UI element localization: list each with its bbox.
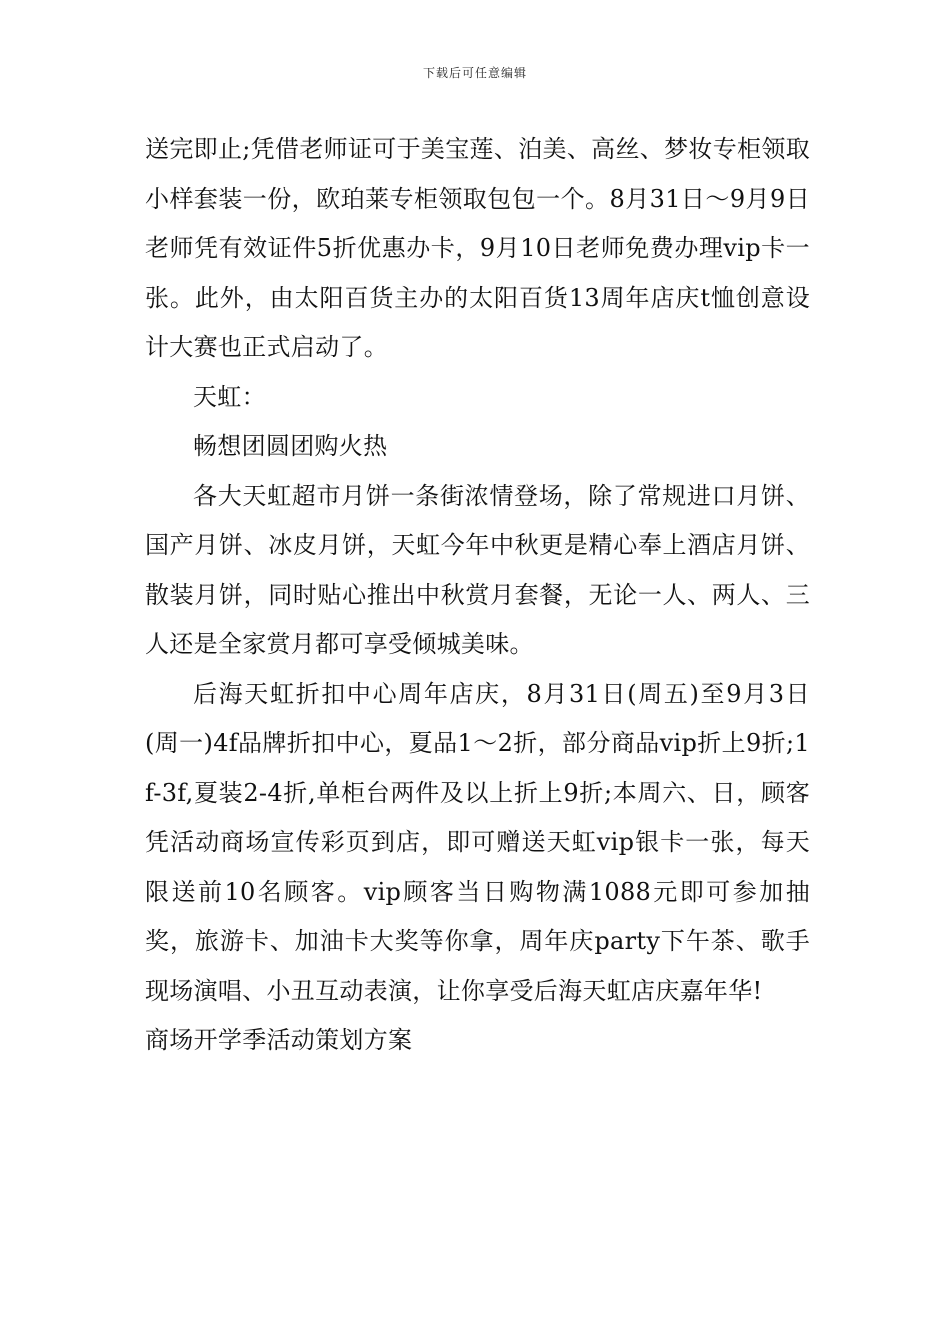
document-title-next: 商场开学季活动策划方案 <box>145 1026 413 1054</box>
paragraph-continued: 送完即止;凭借老师证可于美宝莲、泊美、高丝、梦妆专柜领取小样套装一份，欧珀莱专柜领取包包一个。8月31日～9月9日老师凭有效证件5折优惠办卡，9月10日老师免费办理vip卡一张。此外，由太阳百货主办的太阳百货13周年店庆t恤创意设计大赛也正式启动了。 <box>145 135 810 361</box>
document-body <box>145 125 810 1066</box>
paragraph-anniversary: 后海天虹折扣中心周年店庆，8月31日(周五)至9月3日(周一)4f品牌折扣中心，夏品1～2折，部分商品vip折上9折;1f-3f,夏装2-4折,单柜台两件及以上折上9折;本周六、日，顾客凭活动商场宣传彩页到店，即可赠送天虹vip银卡一张，每天限送前10名顾客。vip顾客当日购物满1088元即可参加抽奖，旅游卡、加油卡大奖等你拿，周年庆party下午茶、歌手现场演唱、小丑互动表演，让你享受后海天虹店庆嘉年华! <box>145 679 810 1005</box>
page-header: 下载后可任意编辑 <box>422 66 527 80</box>
section-subtitle: 畅想团圆团购火热 <box>193 432 388 460</box>
paragraph-mooncake: 各大天虹超市月饼一条街浓情登场，除了常规进口月饼、国产月饼、冰皮月饼，天虹今年中秋更是精心奉上酒店月饼、散装月饼，同时贴心推出中秋赏月套餐，无论一人、两人、三人还是全家赏月都可享受倾城美味。 <box>145 481 810 658</box>
section-label-tianhong: 天虹： <box>193 382 266 411</box>
